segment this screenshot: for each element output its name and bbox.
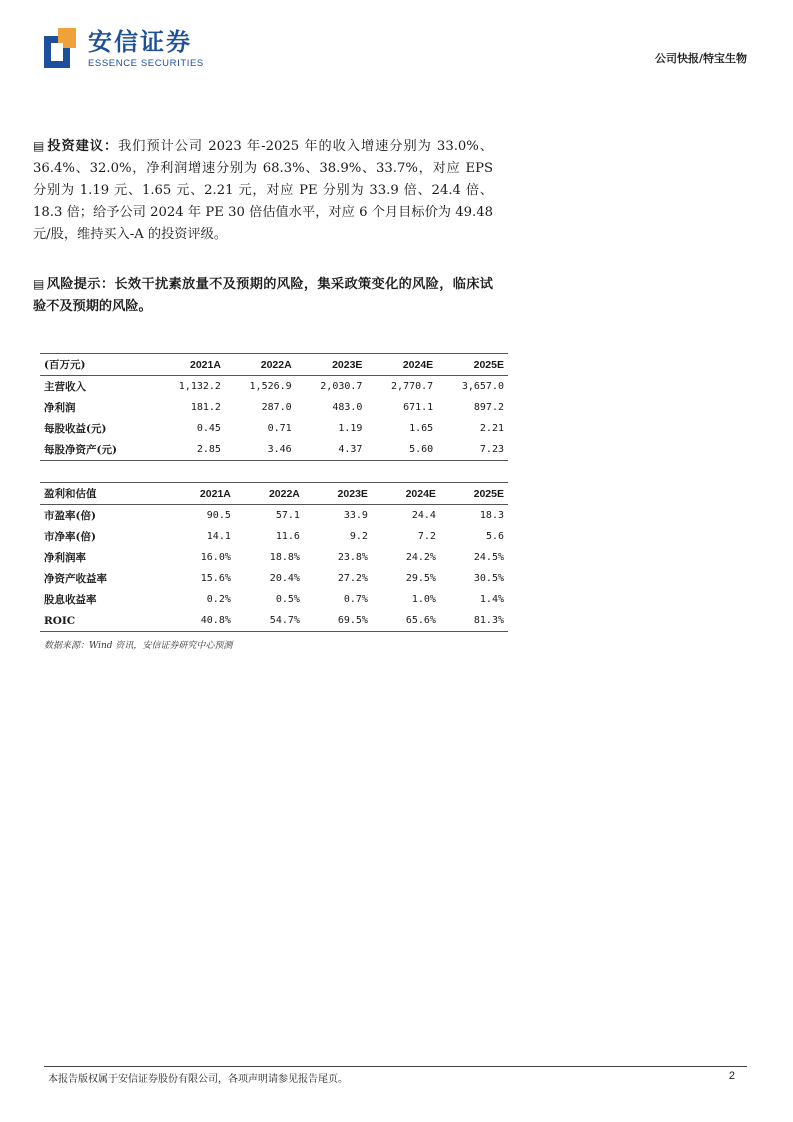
table-cell: 29.5%	[405, 573, 436, 584]
table-cell: 1.65	[409, 423, 434, 434]
table-cell: 54.7%	[235, 610, 304, 632]
table-header-label: 盈利和估值	[40, 483, 166, 505]
table-row	[40, 547, 508, 568]
table-row	[40, 439, 508, 461]
footer-divider	[44, 1066, 747, 1067]
table-cell: 483.0	[332, 402, 363, 413]
table-cell: 11.6	[275, 531, 300, 542]
table-header-year: 2022A	[235, 483, 304, 505]
table-cell: 0.5%	[275, 594, 300, 605]
row-label: 每股净资产(元)	[40, 439, 154, 461]
table-cell: 0.7%	[343, 594, 368, 605]
investment-advice-body: 我们预计公司 2023 年-2025 年的收入增速分别为 33.0%、36.4%、32.0%，净利润增速分别为 68.3%、38.9%、33.7%，对应 EPS 分别为 1.19 元、1.65 元、2.21 元，对应 PE 分别为 33.9 倍、24.4 倍、18.3 倍；给予公司 2024 年 PE 30 倍估值水平，对应 6 个月目标价为 49.48 元/股，维持买入-A 的投资评级。	[33, 139, 493, 242]
table-cell: 65.6%	[372, 610, 440, 632]
table-cell: 287.0	[261, 402, 292, 413]
page-number: 2	[728, 1070, 735, 1082]
row-label: 净利润率	[44, 552, 86, 564]
table-cell: 1.19	[338, 423, 363, 434]
table-row	[40, 418, 508, 439]
table-cell: 0.71	[267, 423, 292, 434]
footer-disclaimer: 本报告版权属于安信证券股份有限公司，各项声明请参见报告尾页。	[48, 1074, 348, 1085]
table-cell: 3.46	[225, 439, 296, 461]
table-cell: 16.0%	[200, 552, 231, 563]
table-header-year: 2021A	[166, 483, 235, 505]
table-row	[40, 589, 508, 610]
investment-advice-lead: 投资建议：	[46, 139, 119, 154]
table-cell: 5.60	[366, 439, 437, 461]
table-cell: 40.8%	[166, 610, 235, 632]
table-cell: 81.3%	[440, 610, 508, 632]
table-cell: 2,030.7	[320, 381, 363, 392]
table-row	[40, 568, 508, 589]
table-cell: 5.6	[485, 531, 504, 542]
table-cell: 15.6%	[200, 573, 231, 584]
table-cell: 18.3	[479, 510, 504, 521]
risk-warning-paragraph	[33, 273, 493, 318]
table-cell: 7.2	[417, 531, 436, 542]
table-header-label: (百万元)	[40, 354, 154, 376]
table-header-year: 2024E	[366, 354, 437, 376]
table-cell: 9.2	[349, 531, 368, 542]
table-cell: 27.2%	[337, 573, 368, 584]
table-cell: 23.8%	[337, 552, 368, 563]
table-cell: 671.1	[403, 402, 434, 413]
financial-summary-table	[40, 353, 508, 461]
table-header-row	[40, 354, 508, 376]
table-cell: 90.5	[206, 510, 231, 521]
company-logo	[44, 26, 204, 70]
table-header-year: 2022A	[225, 354, 296, 376]
table-header-year: 2021A	[154, 354, 225, 376]
row-label: 净资产收益率	[44, 573, 107, 585]
table-cell: 1.4%	[479, 594, 504, 605]
risk-warning-text: 风险提示：长效干扰素放量不及预期的风险，集采政策变化的风险，临床试验不及预期的风险。	[33, 277, 493, 314]
table-cell: 2.21	[479, 423, 504, 434]
row-label: 市净率(倍)	[44, 531, 96, 543]
table-cell: 1.0%	[411, 594, 436, 605]
row-label: ROIC	[40, 610, 166, 632]
table-cell: 20.4%	[269, 573, 300, 584]
table-header-year: 2023E	[296, 354, 367, 376]
table-cell: 7.23	[437, 439, 508, 461]
table-cell: 4.37	[296, 439, 367, 461]
table-cell: 897.2	[473, 402, 504, 413]
checkbox-icon: ▤	[33, 277, 45, 291]
table-cell: 24.2%	[405, 552, 436, 563]
checkbox-icon: ▤	[33, 139, 45, 153]
logo-english-name: ESSENCE SECURITIES	[88, 57, 204, 69]
table-cell: 3,657.0	[461, 381, 504, 392]
table-row	[40, 610, 508, 632]
table-row	[40, 526, 508, 547]
table-cell: 181.2	[190, 402, 221, 413]
table-cell: 24.4	[411, 510, 436, 521]
table-cell: 24.5%	[473, 552, 504, 563]
row-label: 股息收益率	[44, 594, 97, 606]
table-row	[40, 397, 508, 418]
table-cell: 0.45	[196, 423, 221, 434]
data-source-note: 数据来源：Wind 资讯，安信证券研究中心预测	[44, 641, 233, 651]
table-cell: 1,526.9	[249, 381, 292, 392]
row-label: 净利润	[44, 402, 76, 414]
row-label: 主营收入	[44, 381, 86, 393]
table-header-year: 2025E	[437, 354, 508, 376]
table-header-row	[40, 483, 508, 505]
table-cell: 2.85	[154, 439, 225, 461]
table-header-year: 2023E	[304, 483, 372, 505]
table-cell: 1,132.2	[178, 381, 221, 392]
table-row	[40, 376, 508, 398]
table-cell: 57.1	[275, 510, 300, 521]
report-tag: 公司快报/特宝生物	[654, 52, 747, 65]
table-cell: 0.2%	[206, 594, 231, 605]
table-cell: 18.8%	[269, 552, 300, 563]
table-header-year: 2024E	[372, 483, 440, 505]
table-cell: 33.9	[343, 510, 368, 521]
valuation-table	[40, 482, 508, 632]
table-header-year: 2025E	[440, 483, 508, 505]
row-label: 市盈率(倍)	[44, 510, 96, 522]
investment-advice-paragraph	[33, 135, 493, 246]
table-row	[40, 505, 508, 527]
table-cell: 30.5%	[473, 573, 504, 584]
logo-chinese-name: 安信证券	[88, 27, 192, 56]
table-cell: 69.5%	[304, 610, 372, 632]
row-label: 每股收益(元)	[44, 423, 107, 435]
table-cell: 2,770.7	[391, 381, 434, 392]
logo-mark-icon	[44, 26, 78, 70]
table-cell: 14.1	[206, 531, 231, 542]
